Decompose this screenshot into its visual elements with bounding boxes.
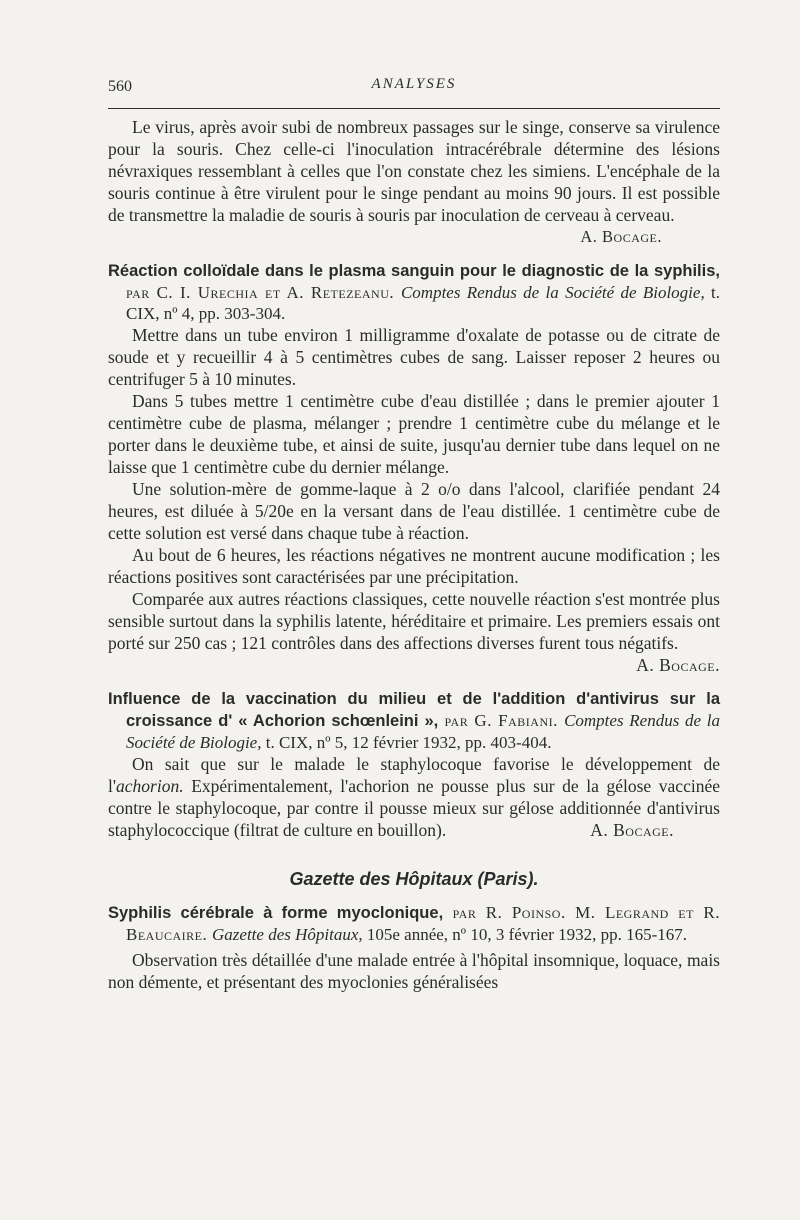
paragraph: Mettre dans un tube environ 1 milligramme d'oxalate de potasse ou de citrate de soude et y recueillir 4 à 5 centimètres cubes de sang. Laisser reposer 2 heures ou centrifuger 5 à 10 minutes. (108, 325, 720, 389)
signature: A. Bocage. (580, 227, 662, 246)
article-heading (108, 902, 720, 945)
paragraph-text: On sait que sur le malade le staphylocoque favorise le développement de l' (108, 754, 720, 796)
article-citation: t. CIX, nº 4, pp. 303-304. (126, 283, 721, 323)
article-heading (108, 260, 720, 324)
signature: A. Bocage. (590, 820, 674, 840)
paragraph: Le virus, après avoir subi de nombreux passages sur le singe, conserve sa virulence pour la souris. Chez celle-ci l'inoculation intracérébrale détermine des lésions névraxiques ressemblant à celles que l'on constate chez les simiens. L'encéphale de la souris continue à être virulent pour le singe pendant au moins 90 jours. Il est possible de transmettre la maladie de souris à souris par inoculation de cerveau à cerveau. (108, 117, 720, 225)
article-journal: Gazette des Hôpitaux, (212, 925, 363, 944)
article-journal: Comptes Rendus de la Société de Biologie, (400, 283, 705, 302)
paragraph-emphasis: achorion. (116, 776, 184, 796)
article-citation: t. CIX, nº 5, 12 février 1932, pp. 403-404. (261, 733, 552, 752)
signature: A. Bocage. (636, 655, 720, 675)
paragraph (108, 588, 720, 675)
page-header (108, 74, 720, 109)
article-authors: par G. Fabiani. (438, 711, 565, 730)
paragraph: Au bout de 6 heures, les réactions négatives ne montrent aucune modification ; les réactions positives sont caractérisées par une précipitation. (108, 545, 720, 587)
paragraph: Observation très détaillée d'une malade entrée à l'hôpital insomnique, loquace, mais non démente, et présentant des myoclonies généralisées (108, 950, 720, 992)
page-number: 560 (108, 78, 132, 95)
section-title: Gazette des Hôpitaux (Paris). (289, 869, 539, 889)
page-content (108, 116, 720, 993)
paragraph-text: Comparée aux autres réactions classiques, cette nouvelle réaction s'est montrée plus sensible surtout dans la syphilis latente, héréditaire et primaire. Les premiers essais ont porté sur 250 cas ; 121 contrôles dans des affections diverses furent tous négatifs. (108, 589, 720, 653)
paragraph-text: Expérimentalement, l'achorion ne pousse plus sur de la gélose vaccinée contre le staphylocoque, par contre il pousse mieux sur gélose additionnée d'antivirus staphylococcique (filtrat de culture en bouillon). (108, 776, 720, 840)
paragraph (108, 753, 720, 841)
article-citation: 105e année, nº 10, 3 février 1932, pp. 165-167. (362, 925, 688, 944)
paragraph: Une solution-mère de gomme-laque à 2 o/o dans l'alcool, clarifiée pendant 24 heures, est diluée à 5/20e en la versant dans de l'eau distillée. 1 centimètre cube de cette solution est versé dans chaque tube à réaction. (108, 479, 720, 543)
article-title: Syphilis cérébrale à forme myoclonique, (108, 904, 444, 922)
paragraph: Dans 5 tubes mettre 1 centimètre cube d'eau distillée ; dans le premier ajouter 1 centimètre cube de plasma, mélanger ; prendre 1 centimètre cube du mélange et le porter dans le deuxième tube, et ainsi de suite, jusqu'au dernier tube dans lequel on ne laisse que 1 centimètre cube du dernier mélange. (108, 391, 720, 477)
running-title: ANALYSES (371, 76, 457, 92)
article-title: Influence de la vaccination du milieu et de l'addition d'antivirus sur la croissance d' « Achorion schœnleini », (108, 690, 720, 730)
article-authors: par R. Poinso. M. Legrand et R. Beaucaire. (126, 903, 720, 944)
article-journal: Comptes Rendus de la Société de Biologie, (126, 711, 720, 752)
article-authors: par C. I. Urechia et A. Retezeanu. (126, 283, 401, 302)
article-title: Réaction colloïdale dans le plasma sanguin pour le diagnostic de la syphilis, (108, 262, 720, 280)
article-heading (108, 688, 720, 753)
